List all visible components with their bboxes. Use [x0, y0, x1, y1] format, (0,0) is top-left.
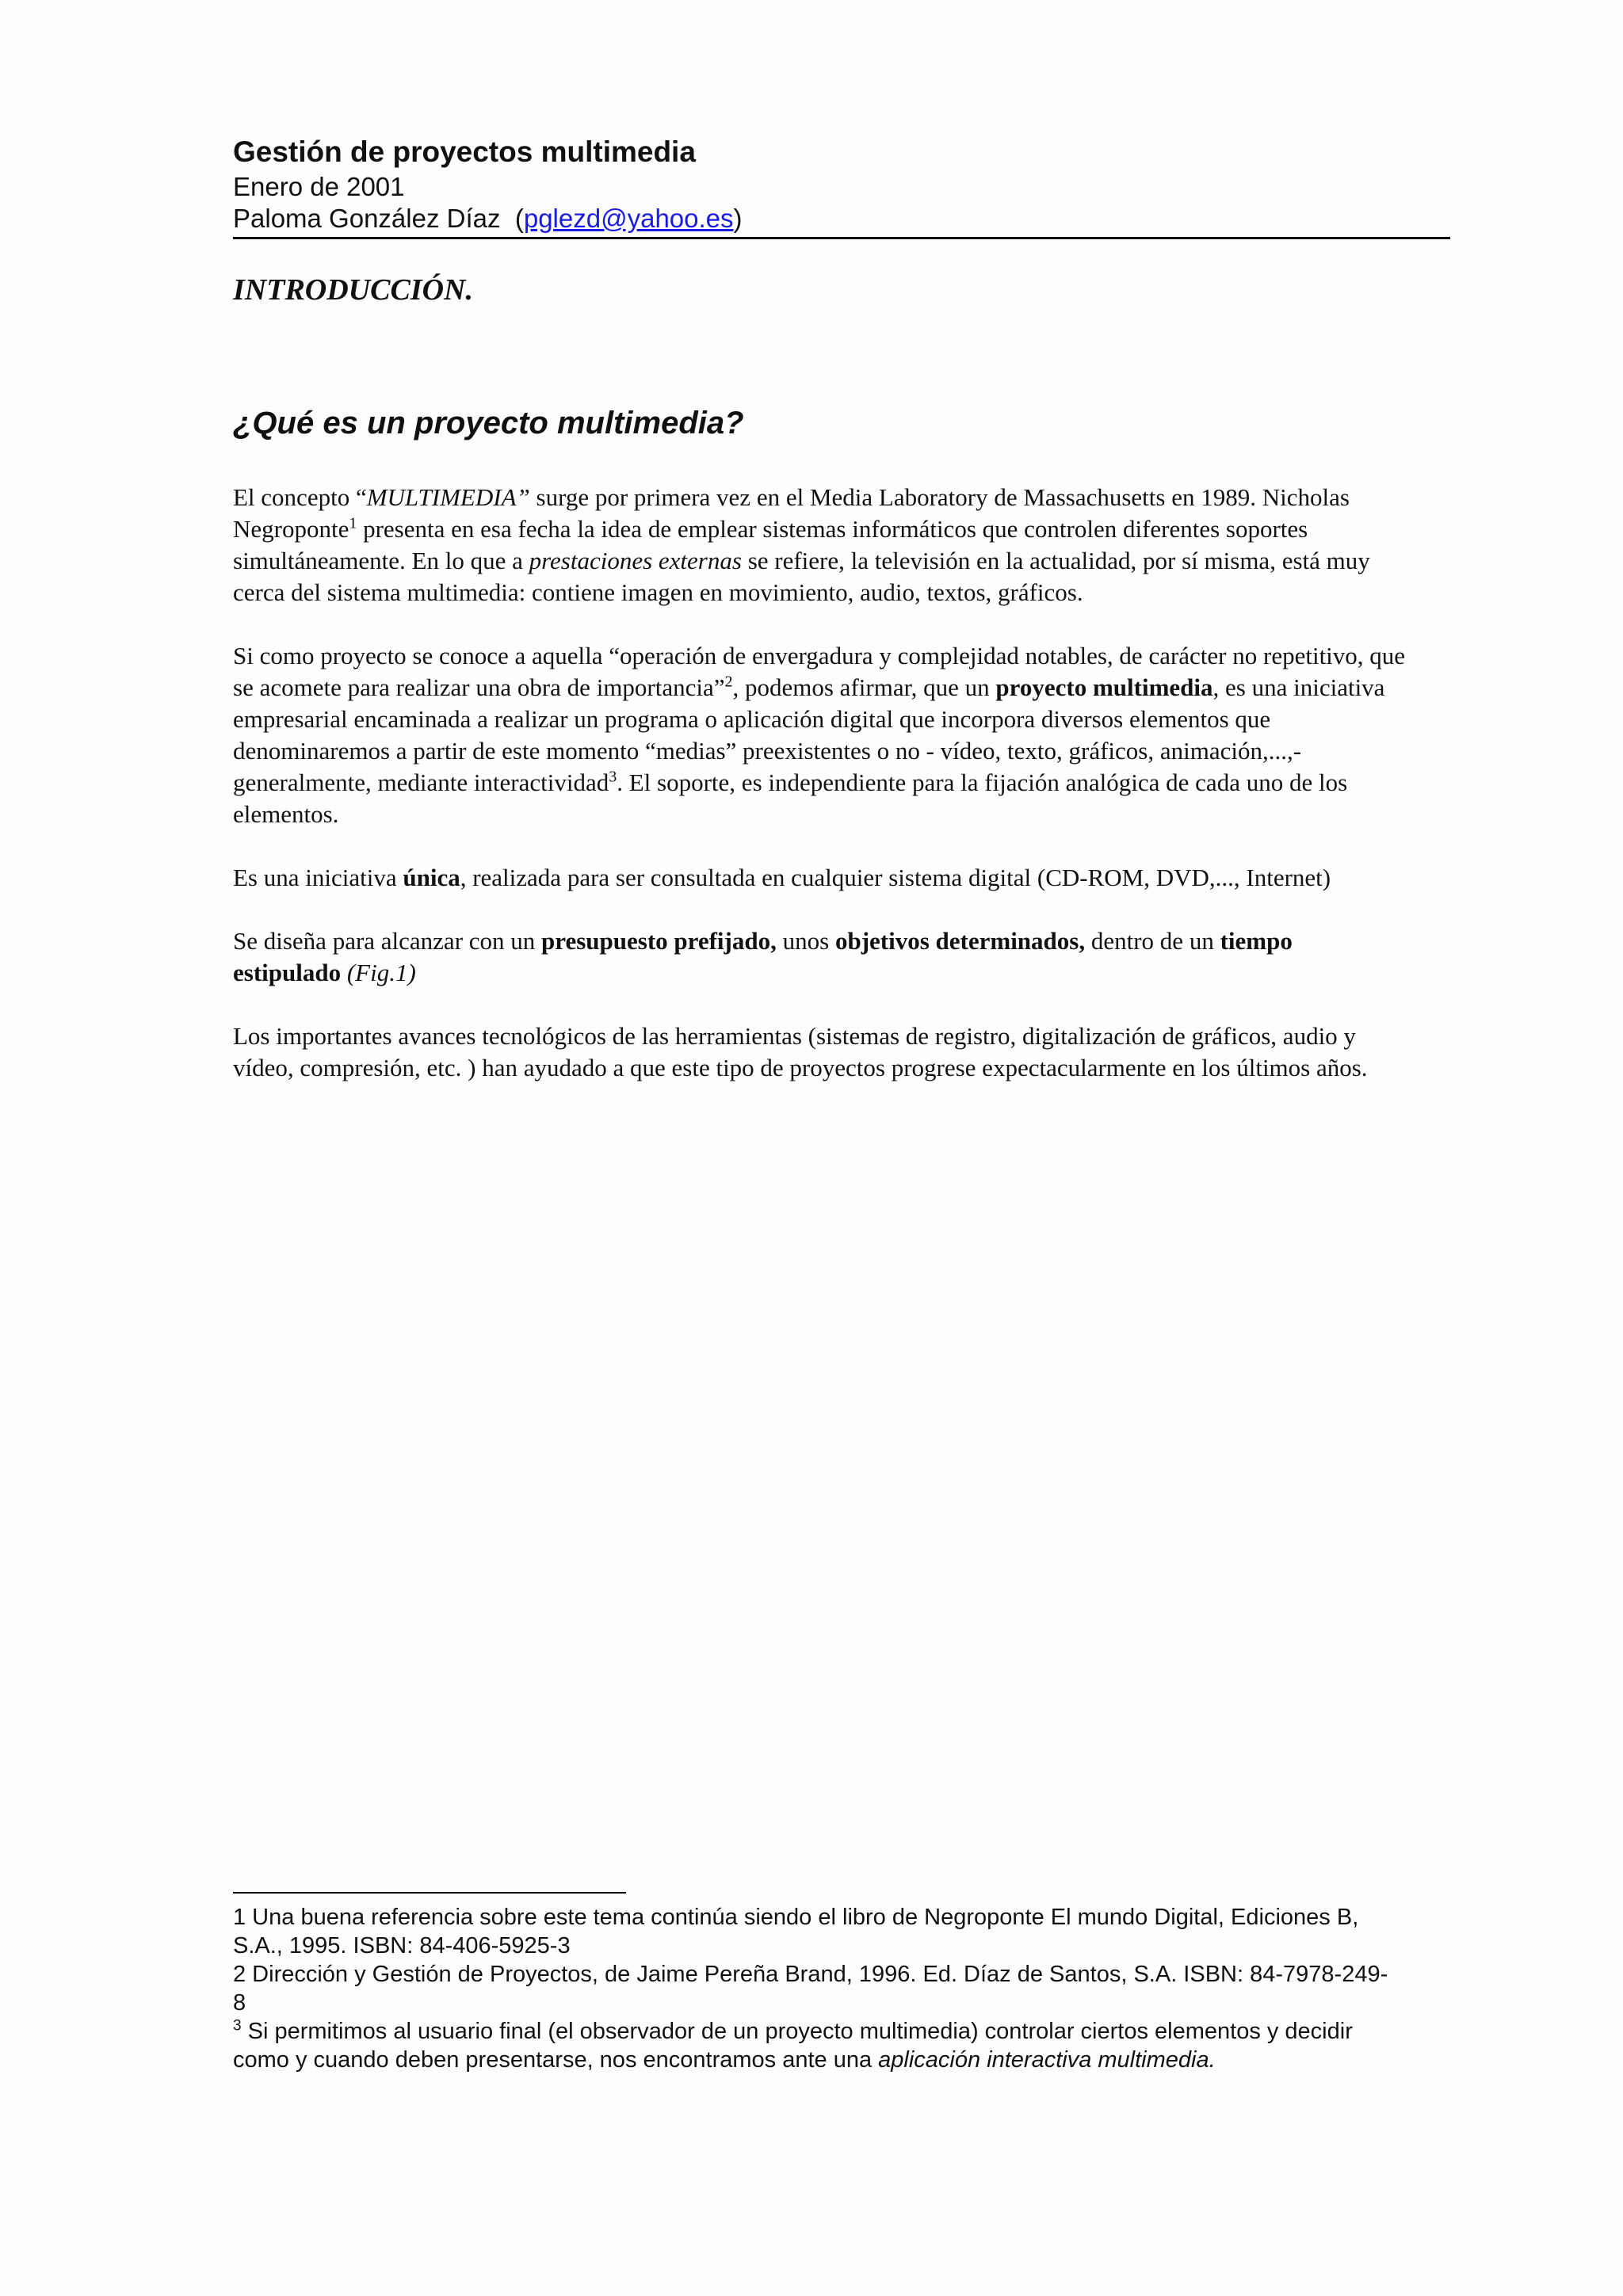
footnote-3 [233, 2017, 1390, 2074]
paragraph-5: Los importantes avances tecnológicos de las herramientas (sistemas de registro, digitalización de gráficos, audio y vídeo, compresión, etc. ) han ayudado a que este tipo de proyectos progrese expectacularmente en los últimos años. [233, 1022, 1368, 1081]
p2-text-a: Si como proyecto se conoce a aquella “operación de envergadura y complejidad notables, de carácter no repetitivo, que se acomete para realizar una obra de importancia” [233, 642, 1406, 701]
p4-bold-tiempo: tiempo estipulado [233, 927, 1293, 986]
author-name: Paloma González Díaz [233, 204, 501, 233]
p3-bold-unica: única [403, 864, 460, 891]
p2-text-b: , podemos afirmar, que un [732, 673, 996, 701]
p1-text-c: surge por primera vez en el Media Laboratory de Massachusetts en 1989. Nicholas Negroponte [233, 483, 1350, 543]
header-divider [233, 237, 1450, 239]
p4-bold-objetivos: objetivos determinados, [834, 927, 1086, 955]
paragraph-4 [233, 925, 1406, 989]
p1-text-f: se refiere, la televisión en la actualidad, por sí misma, está muy cerca del sistema multimedia: contiene imagen en movimiento, audio, textos, gráficos. [233, 547, 1370, 606]
p4-italic-fig: (Fig.1) [346, 959, 416, 986]
footnote-3-italic: aplicación interactiva multimedia. [878, 2047, 1216, 2073]
footnote-ref-3[interactable]: 3 [609, 768, 617, 786]
p1-text-a: El concepto “ [233, 483, 367, 511]
document-header [233, 133, 1450, 235]
p3-text-a: Es una iniciativa [233, 864, 403, 891]
p4-text-b: unos [776, 927, 835, 955]
p1-italic-multimedia: MULTIMEDIA” [366, 483, 530, 511]
paragraph-3 [233, 862, 1406, 894]
footnote-1: 1 Una buena referencia sobre este tema continúa siendo el libro de Negroponte El mundo Digital, Ediciones B, S.A., 1995. ISBN: 84-406-5925-3 [233, 1905, 1359, 1958]
author-email-link[interactable]: pglezd@yahoo.es [523, 204, 734, 233]
paragraph-1 [233, 482, 1406, 608]
footnote-divider [233, 1892, 626, 1894]
footnote-3-text: Si permitimos al usuario final (el observador de un proyecto multimedia) controlar ciertos elementos y decidir como y cuando deben presentarse, nos encontramos ante una [233, 2019, 1353, 2073]
paragraph-2 [233, 640, 1406, 830]
p4-text-d [341, 959, 347, 986]
email-paren-open: ( [514, 204, 524, 233]
p1-italic-prestaciones: prestaciones externas [529, 547, 742, 574]
section-heading: ¿Qué es un proyecto multimedia? [233, 406, 744, 441]
author-line [233, 203, 1450, 235]
footnote-2: 2 Dirección y Gestión de Proyectos, de Jaime Pereña Brand, 1996. Ed. Díaz de Santos, S.A. ISBN: 84-7978-249-8 [233, 1962, 1388, 2016]
footnotes [233, 1903, 1390, 2074]
intro-heading: INTRODUCCIÓN. [233, 273, 473, 307]
footnote-3-number: 3 [233, 2017, 242, 2035]
p1-text-d: presenta en esa fecha la idea de emplear sistemas informáticos que controlen diferentes soportes simultáneamente. En lo que a [233, 515, 1308, 574]
document-title: Gestión de proyectos multimedia [233, 135, 696, 168]
footnote-ref-1[interactable]: 1 [349, 514, 357, 532]
footnote-ref-2[interactable]: 2 [724, 673, 733, 691]
p2-text-c: , es una iniciativa empresarial encaminada a realizar un programa o aplicación digital que incorpora diversos elementos que denominaremos a partir de este momento “medias” preexistentes o no - vídeo, texto, gráficos, animación,...,- generalmente, mediante interactividad [233, 673, 1385, 796]
p4-bold-presupuesto: presupuesto prefijado, [541, 927, 777, 955]
p4-text-c: dentro de un [1085, 927, 1220, 955]
p3-text-b: , realizada para ser consultada en cualquier sistema digital (CD-ROM, DVD,..., Internet) [460, 864, 1331, 891]
p4-text-a: Se diseña para alcanzar con un [233, 927, 542, 955]
p2-text-d: . El soporte, es independiente para la fijación analógica de cada uno de los elementos. [233, 769, 1348, 828]
body-text [233, 482, 1406, 1116]
p2-bold-proyecto: proyecto multimedia [995, 673, 1213, 701]
document-date: Enero de 2001 [233, 172, 405, 201]
email-paren-close: ) [733, 204, 743, 233]
